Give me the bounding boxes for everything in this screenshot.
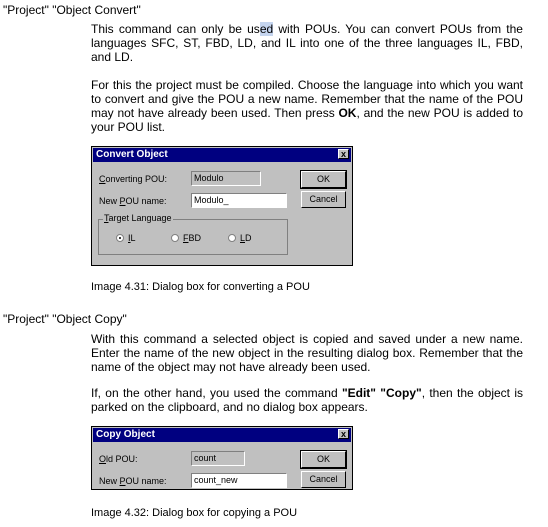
radio-fbd[interactable]: FBD xyxy=(171,233,201,244)
radio-checked-icon xyxy=(116,234,124,242)
text: If, on the other hand, you used the command xyxy=(91,386,342,400)
dialog-title: Convert Object xyxy=(96,149,168,160)
cancel-button[interactable]: Cancel xyxy=(301,191,346,208)
new-pou-name-label: New POU name: xyxy=(99,476,167,486)
text: For this the project must be compiled. Choose the language into which you want to convert and give the POU a new name. Remember that the name of the POU may not have already been used. Then press xyxy=(91,78,523,120)
bold-ok: OK xyxy=(338,106,357,120)
target-language-group xyxy=(98,213,288,255)
ok-button[interactable]: OK xyxy=(301,451,346,468)
close-icon[interactable]: x xyxy=(338,149,349,159)
radio-unchecked-icon xyxy=(171,234,179,242)
target-language-label: Target Language xyxy=(104,213,172,223)
copy-clipboard-para xyxy=(91,386,523,414)
close-icon[interactable]: x xyxy=(338,429,349,439)
dialog-titlebar xyxy=(93,148,351,162)
ok-button[interactable]: OK xyxy=(301,171,346,188)
dialog-titlebar xyxy=(93,428,351,442)
section-heading-object-copy: "Project" "Object Copy" xyxy=(3,312,127,326)
radio-il[interactable]: IL xyxy=(116,233,136,244)
converting-pou-label: Converting POU: xyxy=(99,174,168,184)
new-pou-name-input[interactable]: Modulo_ xyxy=(191,193,287,208)
section-heading-object-convert: "Project" "Object Convert" xyxy=(3,3,141,17)
new-pou-name-input[interactable]: count_new xyxy=(191,473,287,488)
converting-pou-field: Modulo xyxy=(191,171,261,186)
bold-copy: "Copy" xyxy=(380,386,422,400)
convert-description-para xyxy=(91,22,523,64)
cancel-button[interactable]: Cancel xyxy=(301,471,346,488)
caption-4-31: Image 4.31: Dialog box for converting a POU xyxy=(91,281,310,293)
text: This command can only be us xyxy=(91,22,260,36)
convert-object-dialog xyxy=(91,146,353,266)
copy-description-para: With this command a selected object is copied and saved under a new name. Enter the name of the new object in the resulting dialog box. Remember that the name of the object may not have already been used. xyxy=(91,332,523,374)
bold-edit: "Edit" xyxy=(341,386,376,400)
text: , and the new POU is added to your POU list. xyxy=(91,106,523,134)
new-pou-name-label: New POU name: xyxy=(99,196,167,206)
dialog-title: Copy Object xyxy=(96,429,155,440)
copy-object-dialog xyxy=(91,426,353,490)
caption-4-32: Image 4.32: Dialog box for copying a POU xyxy=(91,507,298,519)
radio-unchecked-icon xyxy=(228,234,236,242)
selected-text: ed xyxy=(259,22,274,36)
old-pou-label: Old POU: xyxy=(99,454,138,464)
text: , then the object is parked on the clipboard, and no dialog box appears. xyxy=(91,386,523,414)
old-pou-field: count xyxy=(191,451,245,466)
text: with POUs. You can convert POUs from the languages SFC, ST, FBD, LD, and IL into one of the three languages IL, FBD, and LD. xyxy=(91,22,523,64)
radio-ld[interactable]: LD xyxy=(228,233,252,244)
convert-instructions-para xyxy=(91,78,523,134)
